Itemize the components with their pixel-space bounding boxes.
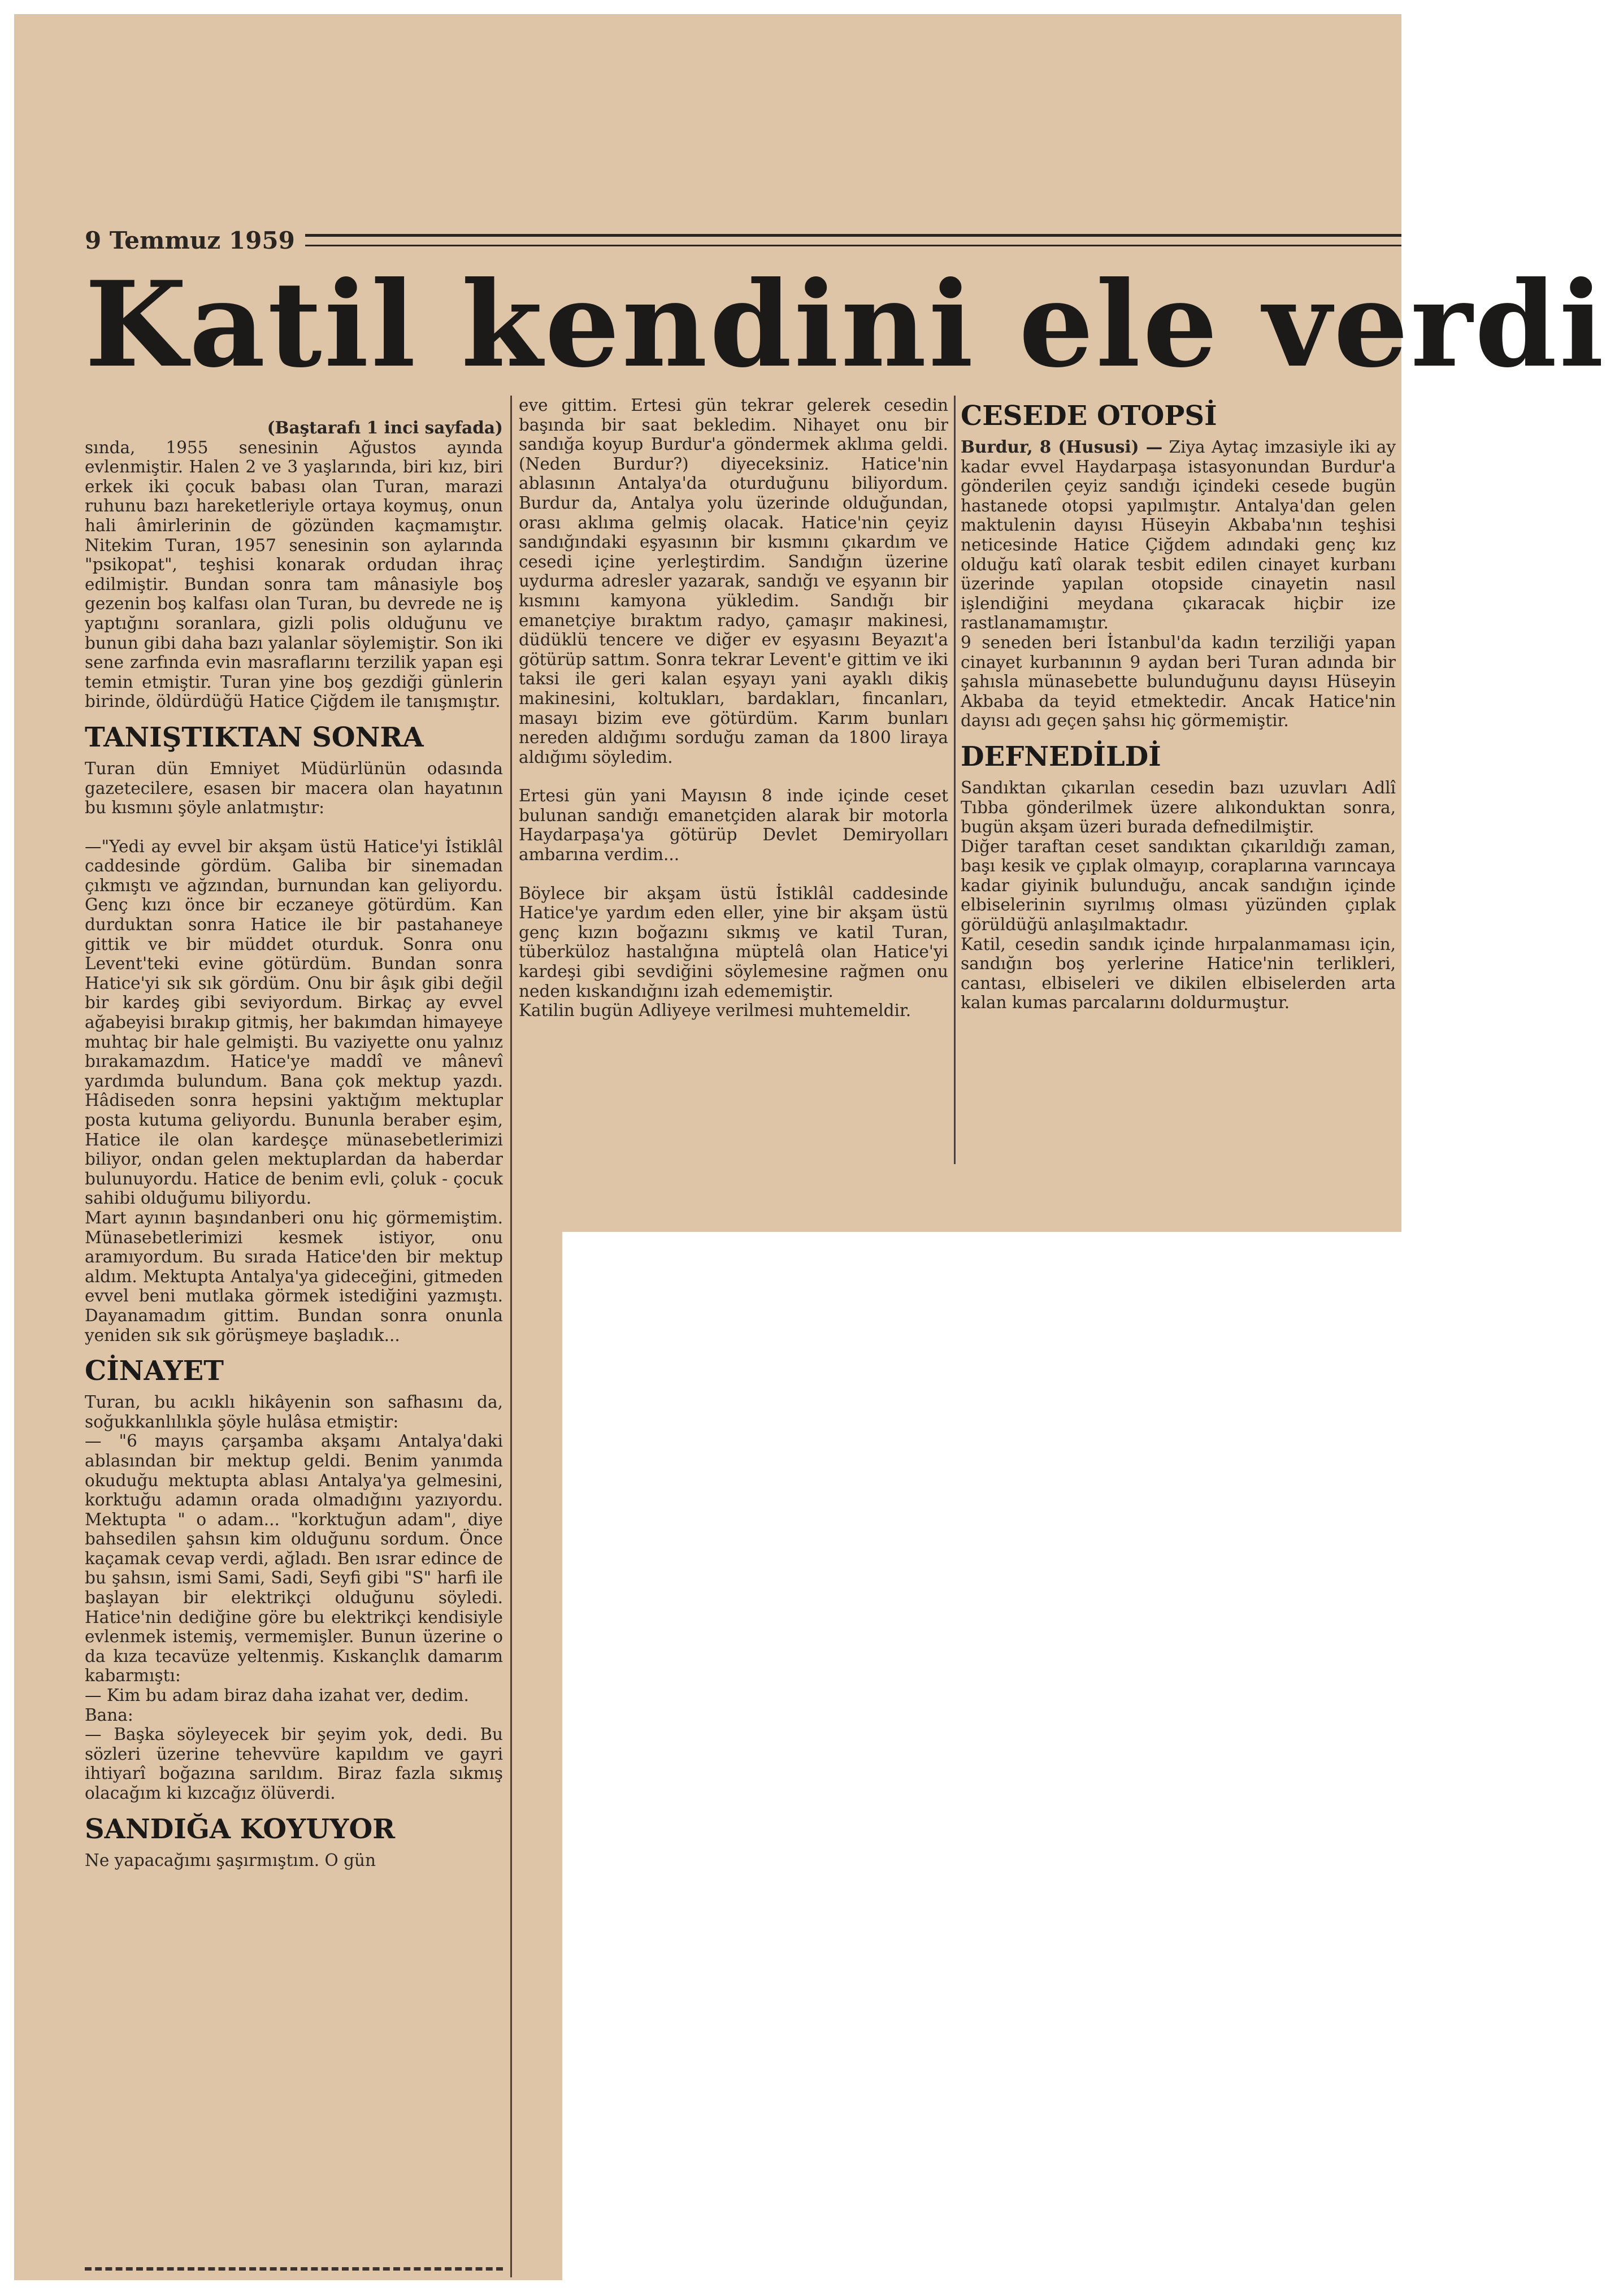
subheading-sandiga-koyuyor: SANDIĞA KOYUYOR [85, 1813, 396, 1845]
end-of-article-rule [85, 2267, 503, 2271]
column-divider-2 [954, 396, 956, 1164]
paragraph: Sandıktan çıkarılan cesedin bazı uzuvları Adlî Tıbba gönderilmek üzere alıkonduktan sonra, bugün akşam üzeri burada defnedilmiştir. [961, 778, 1396, 837]
column-divider-1 [510, 396, 512, 2277]
paragraph: sında, 1955 senesinin Ağustos ayında evlenmiştir. Halen 2 ve 3 yaşlarında, biri kız, biri erkek iki çocuk babası olan Turan, marazi ruhunu bazı hareketleriyle ortaya koymuş, onun hali âmirlerinin de gözünden kaçmamıştır. Nitekim Turan, 1957 senesinin son aylarında "psikopat", teşhisi konarak ordudan ihraç edilmiştir. Bundan sonra tam mânasiyle boş gezenin boş kalfası olan Turan, bu devrede ne iş yaptığını soranlara, gizli polis olduğunu ve bunun gibi daha bazı yalanlar söylemiştir. Son iki sene zarfında evin masraflarını terzilik yapan eşi temin etmiştir. Turan yine boş gezdiği günlerin birinde, öldürdüğü Hatice Çiğdem ile tanışmıştır. [85, 437, 503, 711]
paragraph: Katilin bugün Adliyeye verilmesi muhtemeldir. [519, 1001, 911, 1021]
subheading-cesede-otopsi: CESEDE OTOPSİ [961, 400, 1217, 432]
dateline-rule [305, 234, 1401, 246]
headline: Katil kendini ele verdi [85, 256, 1606, 394]
paragraph: Turan, bu acıklı hikâyenin son safhasını da, soğukkanlılıkla şöyle hulâsa etmiştir: [85, 1392, 503, 1431]
news-dateline: Burdur, 8 (Hususi) — [961, 437, 1163, 457]
paragraph: Ertesi gün yani Mayısın 8 inde içinde ceset bulunan sandığı emanetçiden alarak bir motorla Haydarpaşa'ya götürüp Devlet Demiryolları ambarına verdim... [519, 786, 948, 865]
paragraph: Turan dün Emniyet Müdürlünün odasında gazetecilere, esasen bir macera olan hayatının bu kısmını şöyle anlatmıştır: [85, 758, 503, 818]
paragraph: Ziya Aytaç imzasiyle iki ay kadar evvel Haydarpaşa istasyonundan Burdur'a gönderilen çeyiz sandığı içindeki cesede bugün hastanede otopsi yapılmıştır. Antalya'dan gelen maktulenin dayısı Hüseyin Akbaba'nın teşhisi neticesinde Hatice Çiğdem adındaki genç kız olduğu katî olarak tesbit edilen cinayet kurbanı üzerinde yapılan otopside cinayetin nasıl işlendiğini meydana çıkaracak hiçbir ize rastlanamamıştır. [961, 437, 1396, 633]
dateline [85, 223, 1401, 257]
paragraph: Katil, cesedin sandık içinde hırpalanmaması için, sandığın boş yerlerine Hatice'nin terlikleri, cantası, elbiseleri ve dikilen elbiselerden arta kalan kumas parcalarını doldurmuştur. [961, 934, 1396, 1013]
article-column-2 [519, 396, 948, 1021]
subheading-tanistiktan-sonra: TANIŞTIKTAN SONRA [85, 721, 424, 753]
issue-date: 9 Temmuz 1959 [85, 226, 295, 254]
paragraph: —"Yedi ay evvel bir akşam üstü Hatice'yi İstiklâl caddesinde gördüm. Galiba bir sinemadan çıkmıştı ve ağzından, burnundan kan geliyordu. Genç kızı önce bir eczaneye götürdüm. Kan durduktan sonra Hatice ile bir pastahaneye gittik ve bir müddet oturduk. Sonra onu Levent'teki evine götürdüm. Bundan sonra Hatice'yi sık sık gördüm. Onu bir âşık gibi değil bir kardeş gibi seviyordum. Birkaç ay evvel ağabeyisi bırakıp gitmiş, her bakımdan himayeye muhtaç bir hale gelmişti. Bu vaziyette onu yalnız bırakamazdım. Hatice'ye maddî ve mânevî yardımda bulundum. Bana çok mektup yazdı. Hâdiseden sonra hepsini yaktığım mektuplar posta kutuma geliyordu. Bununla beraber eşim, Hatice ile olan kardeşçe münasebetlerimizi biliyor, ondan gelen mektuplardan da haberdar bulunuyordu. Hatice de benim evli, çoluk - çocuk sahibi olduğumu biliyordu. [85, 836, 503, 1208]
paragraph-gap [519, 865, 948, 884]
paragraph-gap [519, 767, 948, 786]
article-column-1 [85, 418, 503, 1870]
paragraph: Ne yapacağımı şaşırmıştım. O gün [85, 1850, 376, 1870]
subheading-cinayet: CİNAYET [85, 1355, 224, 1387]
subheading-defnedildi: DEFNEDİLDİ [961, 740, 1161, 772]
paragraph: Bana: [85, 1705, 133, 1725]
paragraph: Böylece bir akşam üstü İstiklâl caddesinde Hatice'ye yardım eden eller, yine bir akşam üstü genç kızın boğazını sıkmış ve katil Turan, tüberküloz hastalığına müptelâ olan Hatice'yi kardeşi gibi sevdiğini söylemesine rağmen onu neden kıskandığını izah edememiştir. [519, 883, 948, 1001]
paragraph: 9 seneden beri İstanbul'da kadın terziliği yapan cinayet kurbanının 9 aydan beri Turan adında bir şahısla münasebette bulunduğunu dayısı Hüseyin Akbaba da teyid etmektedir. Ancak Hatice'nin dayısı adı geçen şahsı hiç görmemiştir. [961, 632, 1396, 731]
paragraph: eve gittim. Ertesi gün tekrar gelerek cesedin başında bir saat bekledim. Nihayet onu bir sandığa koyup Burdur'a göndermek aklıma geldi. (Neden Burdur?) diyeceksiniz. Hatice'nin ablasının Antalya'da oturduğunu biliyordum. Burdur da, Antalya yolu üzerinde olduğundan, orası aklıma gelmiş olacak. Hatice'nin çeyiz sandığındaki eşyasının bir kısmını çıkardım ve cesedi içine yerleştirdim. Sandığın üzerine uydurma adresler yazarak, sandığı ve eşyanın bir kısmını kamyona yükledim. Sandığı bir emanetçiye bıraktım radyo, çamaşır makinesi, düdüklü tencere ve diğer ev eşyasını Beyazıt'a götürüp sattım. Sonra tekrar Levent'e gittim ve iki taksi ile geri kalan eşyayı yani ayaklı dikiş makinesini, koltukları, bardakları, fincanları, masayı bizim eve götürdüm. Karım bunları nereden aldığımı sorduğu zaman da 1800 liraya aldığımı söyledim. [519, 396, 948, 767]
paragraph-gap [85, 818, 503, 837]
paragraph: Diğer taraftan ceset sandıktan çıkarıldığı zaman, başı kesik ve çıplak olmayıp, coraplarına varıncaya kadar giyinik bulunduğu, ancak sandığın içinde elbiselerinin sıyrılmış olması yüzünden çıplak görüldüğü anlaşılmaktadır. [961, 836, 1396, 935]
article-column-3 [961, 396, 1396, 1013]
continuation-note: (Baştarafı 1 inci sayfada) [267, 418, 503, 437]
paragraph: Mart ayının başındanberi onu hiç görmemiştim. Münasebetlerimizi kesmek istiyor, onu aramıyordum. Bu sırada Hatice'den bir mektup aldım. Mektupta Antalya'ya gideceğini, gitmeden evvel beni mutlaka görmek istediğini yazmıştı. Dayanamadım gittim. Bundan sonra onunla yeniden sık sık görüşmeye başladık... [85, 1208, 503, 1345]
paragraph: — Kim bu adam biraz daha izahat ver, dedim. [85, 1686, 469, 1705]
paragraph: — "6 mayıs çarşamba akşamı Antalya'daki ablasından bir mektup geldi. Benim yanımda okuduğu mektupta ablası Antalya'ya gelmesini, korktuğu adamın orada olmadığını yazıyordu. Mektupta " o adam... "korktuğun adam", diye bahsedilen şahsın kim olduğunu sordum. Önce kaçamak cevap verdi, ağladı. Ben ısrar edince de bu şahsın, ismi Sami, Sadi, Seyfi gibi "S" harfi ile başlayan bir elektrikçi olduğunu söyledi. Hatice'nin dediğine göre bu elektrikçi kendisiyle evlenmek istemiş, vermemişler. Bunun üzerine o da kıza tecavüze yeltenmiş. Kıskançlık damarım kabarmıştı: [85, 1431, 503, 1686]
paragraph: — Başka söyleyecek bir şeyim yok, dedi. Bu sözleri üzerine tehevvüre kapıldım ve gayri ihtiyarî boğazına sarıldım. Biraz fazla sıkmış olacağım ki kızcağız ölüverdi. [85, 1725, 503, 1803]
